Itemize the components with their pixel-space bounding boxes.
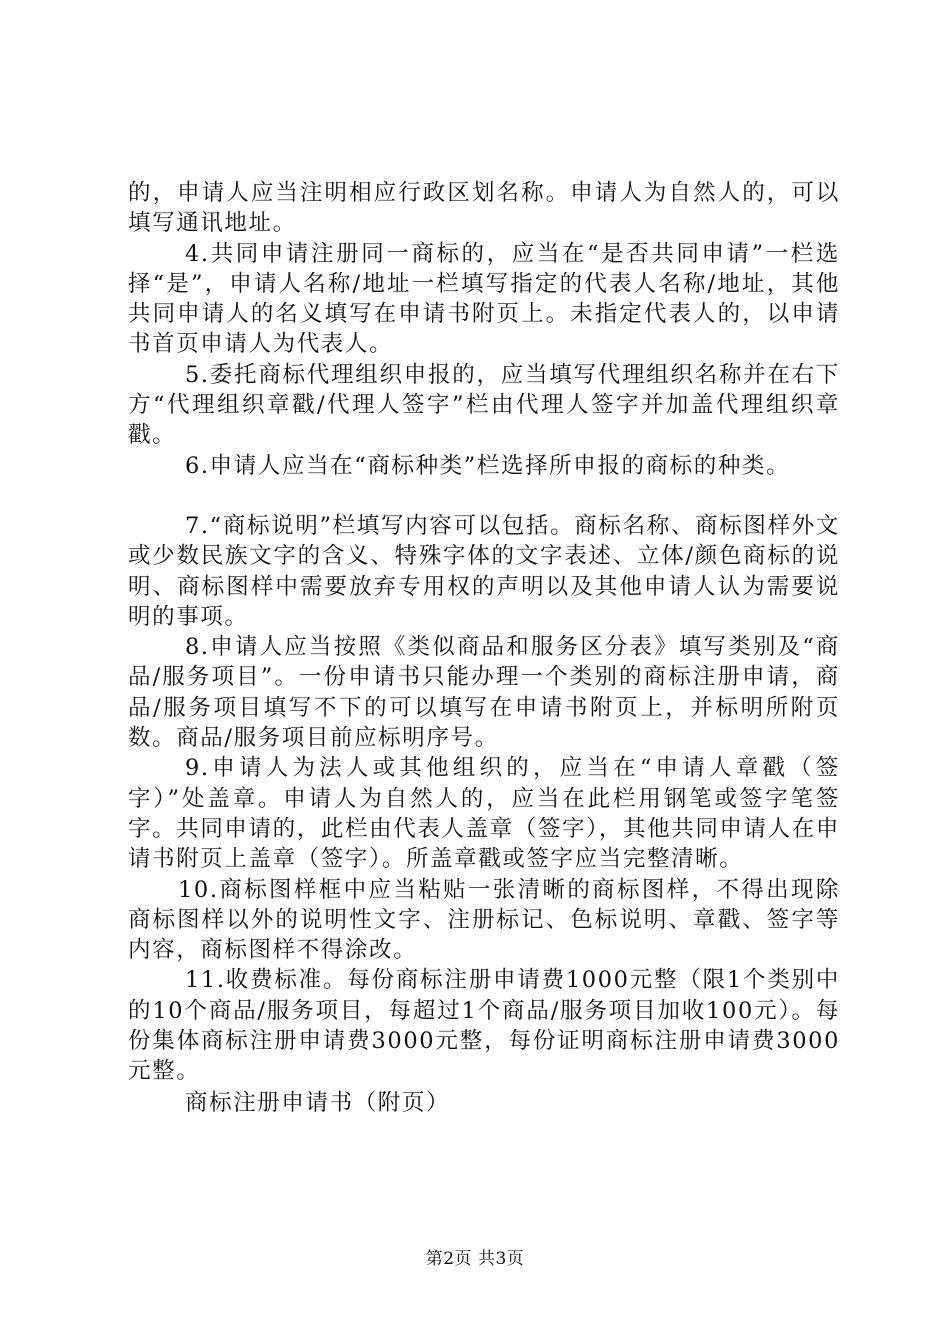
document-body (128, 178, 840, 1118)
paragraph-item-9: 9.申请人为法人或其他组织的，应当在“申请人章戳（签字）”处盖章。申请人为自然人的，应当在此栏用钢笔或签字笔签字。共同申请的，此栏由代表人盖章（签字），其他共同申请人在申请书附页上盖章（签字）。所盖章戳或签字应当完整清晰。 (128, 755, 840, 873)
page-footer (0, 1244, 950, 1269)
page-number-label: 第2页 共3页 (425, 1249, 525, 1269)
paragraph-continuation: 的，申请人应当注明相应行政区划名称。申请人为自然人的，可以填写通讯地址。 (128, 180, 840, 237)
attachment-title: 商标注册申请书（附页） (185, 1089, 451, 1116)
paragraph-item-5: 5.委托商标代理组织申报的，应当填写代理组织名称并在右下方“代理组织章戳/代理人签字”栏由代理人签字并加盖代理组织章戳。 (128, 361, 840, 449)
paragraph-item-4: 4.共同申请注册同一商标的，应当在“是否共同申请”一栏选择“是”，申请人名称/地址一栏填写指定的代表人名称/地址，其他共同申请人的名义填写在申请书附页上。未指定代表人的，以申请书首页申请人为代表人。 (128, 240, 840, 358)
paragraph-item-6: 6.申请人应当在“商标种类”栏选择所申报的商标的种类。 (185, 452, 791, 479)
paragraph-item-8: 8.申请人应当按照《类似商品和服务区分表》填写类别及“商品/服务项目”。一份申请书只能办理一个类别的商标注册申请，商品/服务项目填写不下的可以填写在申请书附页上，并标明所附页数。商品/服务项目前应标明序号。 (128, 634, 840, 752)
paragraph-item-7: 7.“商标说明”栏填写内容可以包括。商标名称、商标图样外文或少数民族文字的含义、特殊字体的文字表述、立体/颜色商标的说明、商标图样中需要放弃专用权的声明以及其他申请人认为需要说明的事项。 (128, 512, 840, 630)
paragraph-spacer (128, 481, 840, 511)
paragraph-item-10: 10.商标图样框中应当粘贴一张清晰的商标图样，不得出现除商标图样以外的说明性文字、注册标记、色标说明、章戳、签字等内容，商标图样不得涂改。 (128, 876, 840, 964)
paragraph-item-11: 11.收费标准。每份商标注册申请费1000元整（限1个类别中的10个商品/服务项目，每超过1个商品/服务项目加收100元）。每份集体商标注册申请费3000元整，每份证明商标注册申请费3000元整。 (128, 967, 840, 1085)
